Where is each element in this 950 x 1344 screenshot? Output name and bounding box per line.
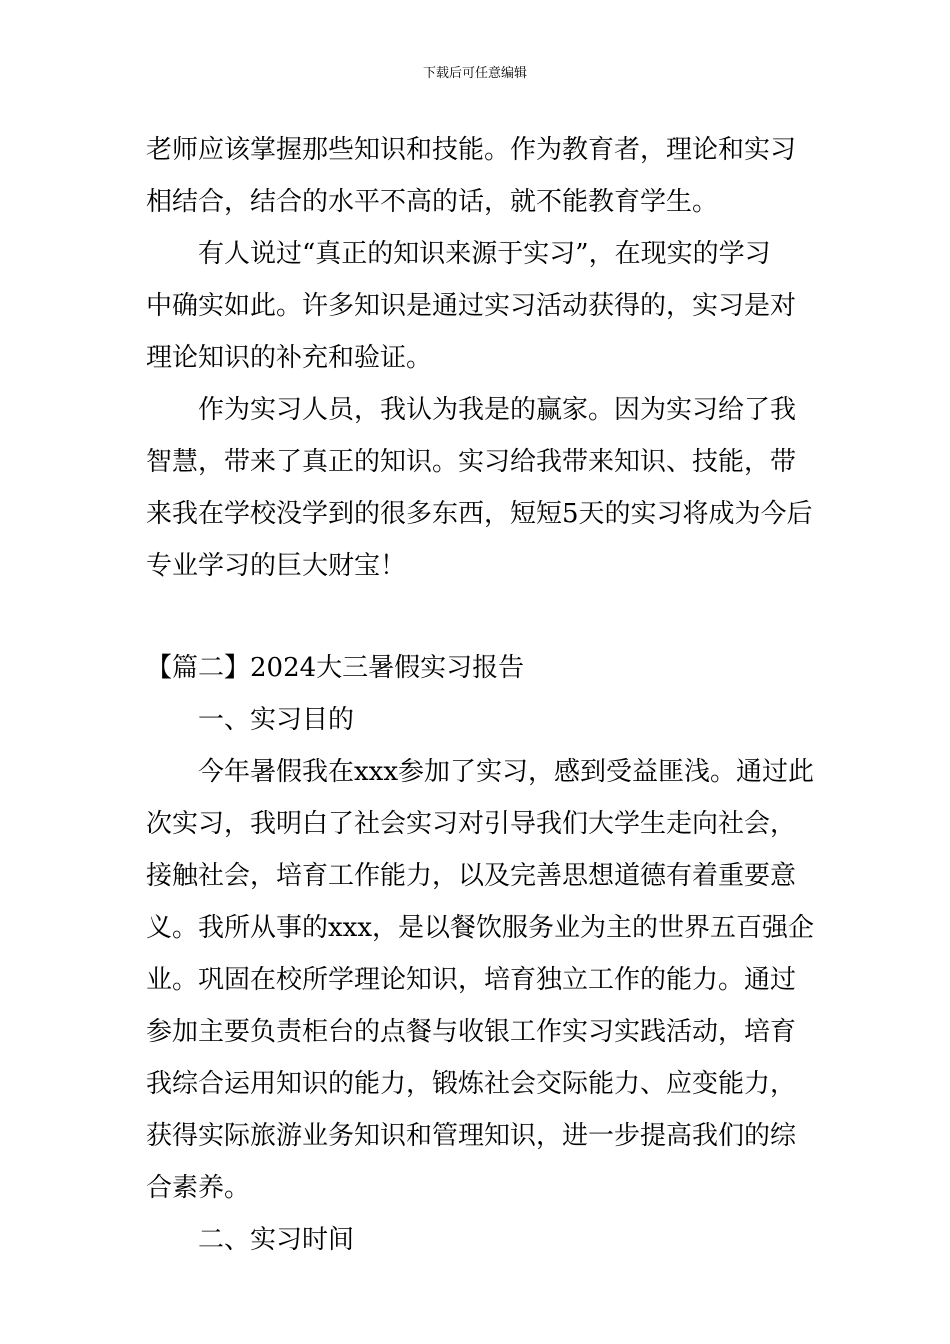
page-header: 下载后可任意编辑 bbox=[422, 66, 527, 81]
text-line: 老师应该掌握那些知识和技能。作为教育者，理论和实习 bbox=[146, 135, 797, 165]
text-line: 有人说过“真正的知识来源于实习”，在现实的学习 bbox=[198, 239, 771, 269]
document-body bbox=[146, 124, 816, 1266]
text-line: 合素养。 bbox=[146, 1173, 251, 1203]
heading-time: 二、实习时间 bbox=[198, 1225, 355, 1255]
text-line: 今年暑假我在xxx参加了实习，感到受益匪浅。通过此 bbox=[198, 757, 814, 787]
text-line: 参加主要负责柜台的点餐与收银工作实习实践活动，培育 bbox=[146, 1017, 797, 1047]
text-line: 中确实如此。许多知识是通过实习活动获得的，实习是对 bbox=[146, 291, 797, 321]
paragraph-1 bbox=[146, 124, 816, 228]
text-line: 接触社会，培育工作能力，以及完善思想道德有着重要意 bbox=[146, 861, 797, 891]
section-spacer bbox=[146, 592, 816, 642]
heading-purpose: 一、实习目的 bbox=[198, 705, 355, 735]
text-line: 获得实际旅游业务知识和管理知识，进一步提高我们的综 bbox=[146, 1121, 797, 1151]
paragraph-3 bbox=[146, 384, 816, 592]
text-line: 次实习，我明白了社会实习对引导我们大学生走向社会， bbox=[146, 809, 797, 839]
text-line: 专业学习的巨大财宝！ bbox=[146, 551, 407, 581]
text-line: 相结合，结合的水平不高的话，就不能教育学生。 bbox=[146, 187, 719, 217]
text-line: 作为实习人员，我认为我是的赢家。因为实习给了我 bbox=[198, 395, 797, 425]
paragraph-4 bbox=[146, 746, 816, 1214]
text-line: 智慧，带来了真正的知识。实习给我带来知识、技能，带 bbox=[146, 447, 797, 477]
section-title: 【篇二】2024大三暑假实习报告 bbox=[146, 653, 525, 683]
paragraph-2 bbox=[146, 228, 816, 384]
text-line: 理论知识的补充和验证。 bbox=[146, 343, 433, 373]
text-line: 义。我所从事的xxx，是以餐饮服务业为主的世界五百强企 bbox=[146, 913, 814, 943]
text-line: 业。巩固在校所学理论知识，培育独立工作的能力。通过 bbox=[146, 965, 797, 995]
text-line: 我综合运用知识的能力，锻炼社会交际能力、应变能力， bbox=[146, 1069, 797, 1099]
text-line: 来我在学校没学到的很多东西，短短5天的实习将成为今后 bbox=[146, 499, 813, 529]
